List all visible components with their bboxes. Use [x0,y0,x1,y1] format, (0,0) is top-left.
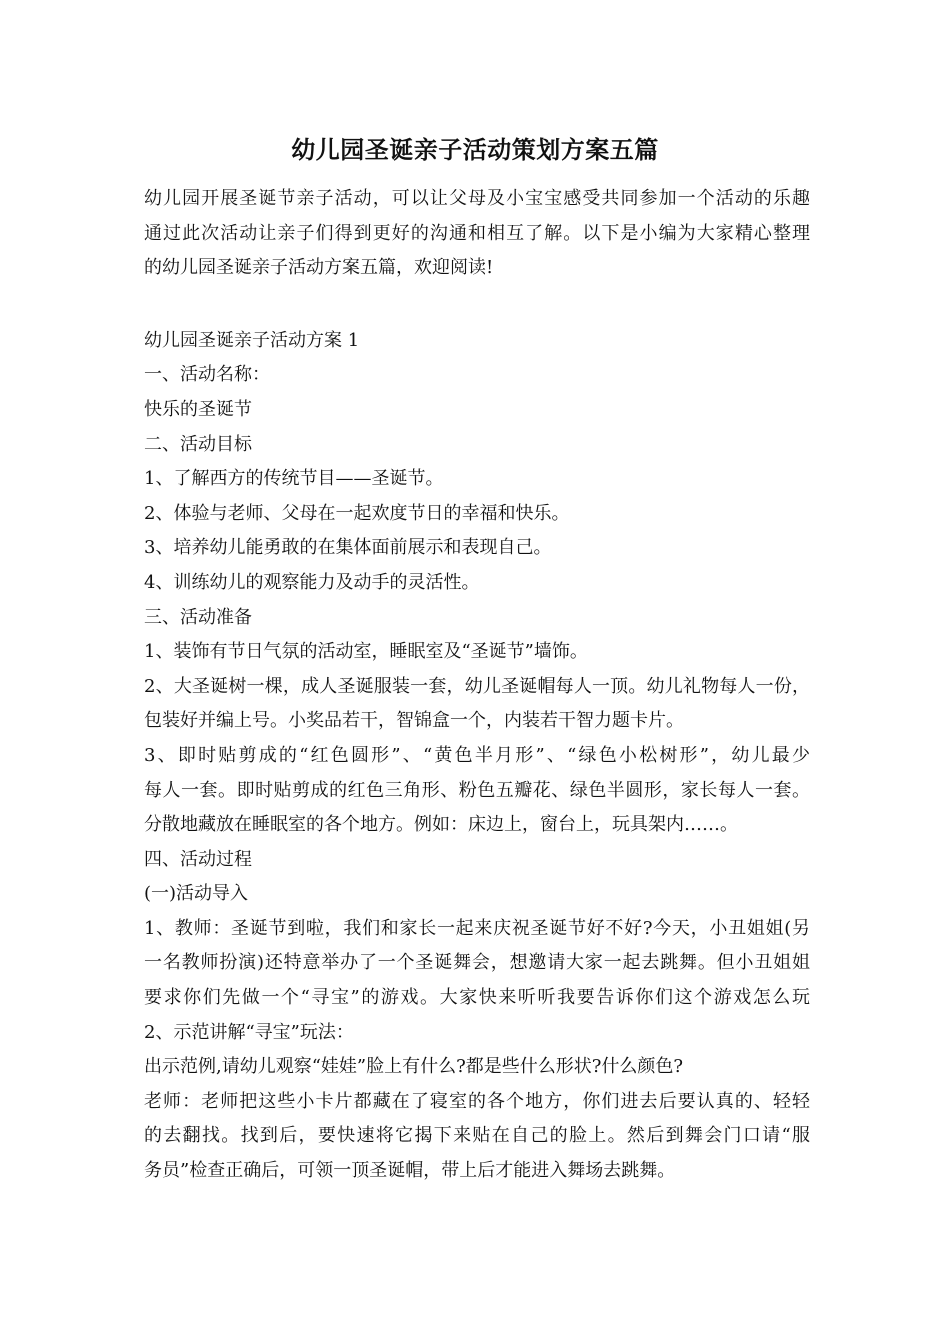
body-line: 分散地藏放在睡眠室的各个地方。例如：床边上，窗台上，玩具架内……。 [144,814,738,836]
section-heading: 二、活动目标 [144,433,252,455]
section-heading: 幼儿园圣诞亲子活动方案 1 [144,329,360,351]
list-item: 2、示范讲解“寻宝”玩法： [144,1021,354,1043]
body-line: 出示范例,请幼儿观察“娃娃”脸上有什么?都是些什么形状?什么颜色? [144,1056,684,1078]
subsection-heading: (一)活动导入 [144,883,249,905]
section-heading: 一、活动名称： [144,364,270,386]
body-line: 务员”检查正确后，可领一顶圣诞帽，带上后才能进入舞场去跳舞。 [144,1160,676,1182]
section-heading: 三、活动准备 [144,606,252,628]
document-title: 幼儿园圣诞亲子活动策划方案五篇 [291,135,659,164]
list-item: 3、培养幼儿能勇敢的在集体面前展示和表现自己。 [144,537,552,559]
list-item: 1、了解西方的传统节目——圣诞节。 [144,468,444,490]
paragraph-gap [144,286,810,324]
body-line: 老师：老师把这些小卡片都藏在了寝室的各个地方，你们进去后要认真的、轻轻 [144,1090,810,1112]
intro-line: 幼儿园开展圣诞节亲子活动，可以让父母及小宝宝感受共同参加一个活动的乐趣 [144,188,810,209]
body-line: 包装好并编上号。小奖品若干，智锦盒一个，内装若干智力题卡片。 [144,710,684,732]
body-line: 一名教师扮演)还特意举办了一个圣诞舞会，想邀请大家一起去跳舞。但小丑姐姐 [144,952,810,974]
list-item: 2、大圣诞树一棵，成人圣诞服装一套，幼儿圣诞帽每人一顶。幼儿礼物每人一份， [144,675,810,697]
body-line: 每人一套。即时贴剪成的红色三角形、粉色五瓣花、绿色半圆形，家长每人一套。 [144,779,810,801]
list-item: 1、装饰有节日气氛的活动室，睡眠室及“圣诞节”墙饰。 [144,641,588,663]
intro-line: 通过此次活动让亲子们得到更好的沟通和相互了解。以下是小编为大家精心整理 [144,222,810,244]
document-body [144,182,810,1189]
body-line: 快乐的圣诞节 [144,398,252,420]
section-heading: 四、活动过程 [144,848,252,870]
body-line: 的去翻找。找到后，要快速将它揭下来贴在自己的脸上。然后到舞会门口请“服 [144,1125,810,1147]
list-item: 2、体验与老师、父母在一起欢度节日的幸福和快乐。 [144,502,570,524]
list-item: 4、训练幼儿的观察能力及动手的灵活性。 [144,571,480,593]
list-item: 1、教师：圣诞节到啦，我们和家长一起来庆祝圣诞节好不好?今天，小丑姐姐(另 [144,917,810,939]
body-line: 要求你们先做一个“寻宝”的游戏。大家快来听听我要告诉你们这个游戏怎么玩 [144,987,810,1009]
list-item: 3、即时贴剪成的“红色圆形”、“黄色半月形”、“绿色小松树形”，幼儿最少 [144,744,810,766]
intro-line: 的幼儿园圣诞亲子活动方案五篇，欢迎阅读! [144,257,494,279]
